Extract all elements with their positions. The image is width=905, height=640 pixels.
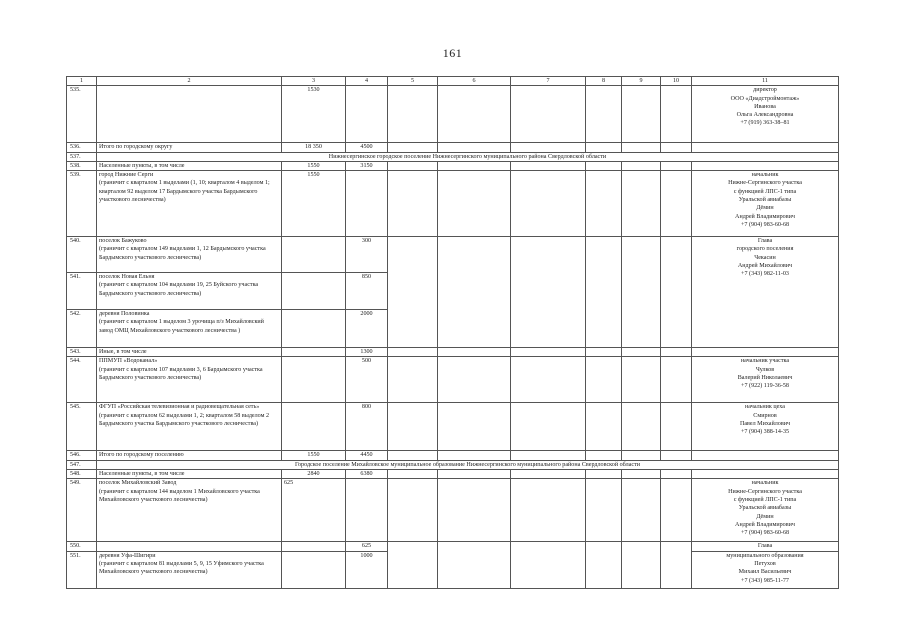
empty-cell: [511, 161, 586, 170]
empty-cell: [388, 171, 438, 237]
row-number: 551.: [67, 551, 97, 588]
empty-cell: [586, 470, 622, 479]
table-row: [67, 348, 839, 357]
row-value-3: 18 350: [282, 143, 346, 152]
contact-cell: Глава городского поселения Чекасин Андрей Михайлович +7 (343) 982-11-03: [692, 237, 839, 348]
empty-cell: [622, 451, 661, 460]
empty-cell: [438, 171, 511, 237]
empty-cell: [511, 470, 586, 479]
empty-cell: [511, 451, 586, 460]
empty-cell: [622, 237, 661, 348]
row-value-3: [282, 542, 346, 551]
empty-cell: [586, 348, 622, 357]
row-number: 537.: [67, 152, 97, 161]
row-value-3: [282, 310, 346, 348]
header-cell: 6: [438, 77, 511, 86]
table-row: [67, 479, 839, 542]
empty-cell: [388, 348, 438, 357]
row-name: поселок Бажуково (граничит с кварталом 149 выделами 1, 12 Бардымского участка Бардымского участкового лесничества): [97, 237, 282, 273]
empty-cell: [586, 237, 622, 348]
contact-cell: начальник цеха Смирнов Павел Михайлович +7 (904) 388-14-35: [692, 403, 839, 451]
header-row: [67, 77, 839, 86]
contact-cell: директор ООО «Диадстроймонтаж» Иванова Ольга Александровна +7 (919) 363-38–81: [692, 86, 839, 143]
empty-cell: [622, 479, 661, 542]
row-number: 541.: [67, 273, 97, 310]
empty-cell: [438, 451, 511, 460]
header-cell: 8: [586, 77, 622, 86]
row-name: Населенные пункты, в том числе: [97, 470, 282, 479]
empty-cell: [511, 542, 586, 588]
empty-cell: [661, 143, 692, 152]
empty-cell: [388, 542, 438, 588]
empty-cell: [661, 161, 692, 170]
row-number: 550.: [67, 542, 97, 551]
row-value-4: [346, 479, 388, 542]
empty-cell: [692, 348, 839, 357]
empty-cell: [586, 161, 622, 170]
empty-cell: [622, 348, 661, 357]
header-cell: 1: [67, 77, 97, 86]
empty-cell: [438, 161, 511, 170]
table-row: [67, 451, 839, 460]
row-name: поселок Новая Ельня (граничит с кварталом 104 выделами 19, 25 Буйского участка Бардымского участкового лесничества): [97, 273, 282, 310]
empty-cell: [388, 161, 438, 170]
empty-cell: [692, 143, 839, 152]
empty-cell: [388, 479, 438, 542]
empty-cell: [661, 171, 692, 237]
header-cell: 11: [692, 77, 839, 86]
row-value-3: [282, 403, 346, 451]
row-number: 545.: [67, 403, 97, 451]
row-value-4: 6380: [346, 470, 388, 479]
empty-cell: [388, 357, 438, 403]
header-cell: 10: [661, 77, 692, 86]
row-value-4: 300: [346, 237, 388, 273]
empty-cell: [622, 143, 661, 152]
table-row: [67, 171, 839, 237]
row-value-3: 2840: [282, 470, 346, 479]
empty-cell: [388, 86, 438, 143]
empty-cell: [661, 542, 692, 588]
empty-cell: [438, 542, 511, 588]
row-value-4: [346, 171, 388, 237]
row-value-4: 1300: [346, 348, 388, 357]
row-number: 539.: [67, 171, 97, 237]
row-name: ФГУП «Российская телевизионная и радиовещательная сеть» (граничит с кварталом 62 выделами 1, 2; кварталом 58 выделом 2 Бардымского участка Бардымского участкового лесничества): [97, 403, 282, 451]
row-value-4: 1000: [346, 551, 388, 588]
empty-cell: [586, 479, 622, 542]
empty-cell: [661, 237, 692, 348]
row-name: [97, 542, 282, 551]
empty-cell: [586, 403, 622, 451]
empty-cell: [661, 403, 692, 451]
row-name: деревня Половинка (граничит с кварталом 1 выделом 3 урочища п/з Михайловский завод ОМЦ Михайловского участкового лесничества ): [97, 310, 282, 348]
section-title: Нижнесергинское городское поселение Нижнесергинского муниципального района Свердловской области: [97, 152, 839, 161]
empty-cell: [511, 237, 586, 348]
empty-cell: [622, 86, 661, 143]
table-row: [67, 143, 839, 152]
table-row: [67, 357, 839, 403]
empty-cell: [622, 171, 661, 237]
table-row: [67, 470, 839, 479]
empty-cell: [586, 171, 622, 237]
page-number: 161: [442, 46, 463, 60]
row-value-3: 1550: [282, 451, 346, 460]
empty-cell: [438, 348, 511, 357]
empty-cell: [388, 143, 438, 152]
row-name: город Нижние Серги (граничит с кварталом 1 выделами (1, 10; кварталом 4 выделом 1; кварталом 92 выделом 17 Бардымского участка Бардымского участкового лесничества): [97, 171, 282, 237]
empty-cell: [438, 403, 511, 451]
empty-cell: [511, 86, 586, 143]
table-row: [67, 542, 839, 551]
row-value-4: 4450: [346, 451, 388, 460]
empty-cell: [438, 143, 511, 152]
empty-cell: [438, 470, 511, 479]
empty-cell: [586, 357, 622, 403]
row-number: 546.: [67, 451, 97, 460]
row-number: 543.: [67, 348, 97, 357]
row-number: 549.: [67, 479, 97, 542]
row-value-4: 625: [346, 542, 388, 551]
empty-cell: [511, 171, 586, 237]
table-row: [67, 403, 839, 451]
row-value-3: 625: [282, 479, 346, 542]
row-value-4: 850: [346, 273, 388, 310]
row-value-3: [282, 551, 346, 588]
contact-cell: муниципального образования Петухов Михаил Васильевич +7 (343) 985-11-77: [692, 551, 839, 588]
contact-cell: начальник Нижне-Сергинского участка с функцией ЛПС-1 типа Уральской авиабазы Дёмин Андрей Владимирович +7 (904) 983-60-68: [692, 479, 839, 542]
header-cell: 7: [511, 77, 586, 86]
row-name: Населенные пункты, в том числе: [97, 161, 282, 170]
row-value-4: 800: [346, 403, 388, 451]
empty-cell: [661, 451, 692, 460]
row-number: 540.: [67, 237, 97, 273]
table-row: [67, 161, 839, 170]
empty-cell: [661, 348, 692, 357]
empty-cell: [438, 479, 511, 542]
empty-cell: [622, 357, 661, 403]
row-value-3: 1550: [282, 171, 346, 237]
row-number: 548.: [67, 470, 97, 479]
empty-cell: [388, 470, 438, 479]
contact-cell: Глава: [692, 542, 839, 551]
row-number: 538.: [67, 161, 97, 170]
empty-cell: [622, 403, 661, 451]
empty-cell: [622, 470, 661, 479]
empty-cell: [622, 161, 661, 170]
contact-cell: начальник Нижне-Сергинского участка с функцией ЛПС-1 типа Уральской авиабазы Дёмин Андрей Владимирович +7 (904) 983-60-68: [692, 171, 839, 237]
empty-cell: [511, 479, 586, 542]
empty-cell: [661, 86, 692, 143]
empty-cell: [438, 237, 511, 348]
row-value-3: [282, 237, 346, 273]
row-value-3: 1530: [282, 86, 346, 143]
empty-cell: [692, 161, 839, 170]
row-value-3: [282, 357, 346, 403]
empty-cell: [661, 357, 692, 403]
row-name: [97, 86, 282, 143]
empty-cell: [511, 357, 586, 403]
empty-cell: [622, 542, 661, 588]
row-name: поселок Михайловский Завод (граничит с кварталом 144 выделом 1 Михайловского участка Михайловского участкового лесничества): [97, 479, 282, 542]
empty-cell: [511, 348, 586, 357]
row-value-4: 3150: [346, 161, 388, 170]
empty-cell: [511, 143, 586, 152]
row-name: Иные, в том числе: [97, 348, 282, 357]
data-table: [66, 76, 839, 589]
empty-cell: [586, 542, 622, 588]
empty-cell: [586, 143, 622, 152]
row-value-4: 2000: [346, 310, 388, 348]
empty-cell: [692, 470, 839, 479]
row-value-4: 4500: [346, 143, 388, 152]
empty-cell: [438, 86, 511, 143]
row-value-3: [282, 348, 346, 357]
table-row: [67, 86, 839, 143]
header-cell: 4: [346, 77, 388, 86]
empty-cell: [692, 451, 839, 460]
empty-cell: [661, 470, 692, 479]
row-number: 535.: [67, 86, 97, 143]
header-cell: 5: [388, 77, 438, 86]
table-row: [67, 237, 839, 273]
row-number: 547.: [67, 460, 97, 469]
empty-cell: [388, 451, 438, 460]
row-value-4: 500: [346, 357, 388, 403]
empty-cell: [586, 86, 622, 143]
empty-cell: [388, 237, 438, 348]
empty-cell: [438, 357, 511, 403]
section-title: Городское поселение Михайловское муниципальное образование Нижнесергинского муниципального района Свердловской области: [97, 460, 839, 469]
row-number: 544.: [67, 357, 97, 403]
row-value-3: 1550: [282, 161, 346, 170]
row-name: деревня Уфа-Шигири (граничит с кварталом 81 выделами 5, 9, 15 Уфимского участка Михайловского участкового лесничества): [97, 551, 282, 588]
empty-cell: [661, 479, 692, 542]
header-cell: 2: [97, 77, 282, 86]
empty-cell: [511, 403, 586, 451]
section-row: [67, 460, 839, 469]
row-value-4: [346, 86, 388, 143]
row-number: 542.: [67, 310, 97, 348]
row-name: Итого по городскому поселению: [97, 451, 282, 460]
row-name: Итого по городскому округу: [97, 143, 282, 152]
header-cell: 9: [622, 77, 661, 86]
row-number: 536.: [67, 143, 97, 152]
empty-cell: [586, 451, 622, 460]
header-cell: 3: [282, 77, 346, 86]
empty-cell: [388, 403, 438, 451]
row-name: ППМУП «Водоканал» (граничит с кварталом 107 выделами 3, 6 Бардымского участка Бардымского участкового лесничества): [97, 357, 282, 403]
row-value-3: [282, 273, 346, 310]
section-row: [67, 152, 839, 161]
contact-cell: начальник участка Чулков Валерий Николаевич +7 (922) 119-36-58: [692, 357, 839, 403]
